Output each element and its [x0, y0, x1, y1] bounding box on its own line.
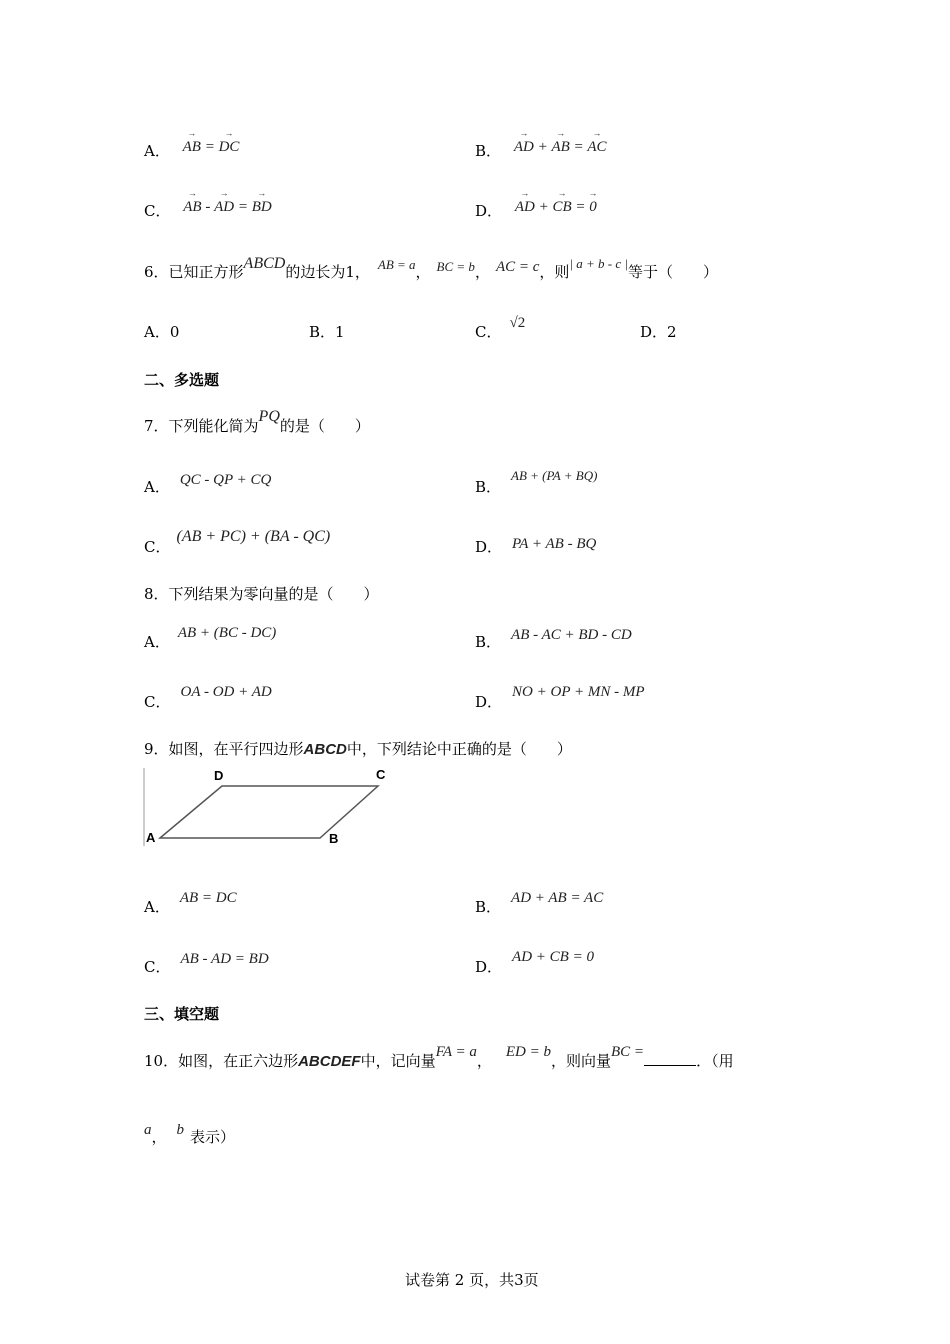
q5-c-expression: → AB - → AD = → BD: [183, 199, 271, 215]
parallelogram-name: ABCD: [303, 741, 347, 758]
q5-b-expression: → AD + → AB = → AC: [514, 139, 607, 155]
vertex-c-label: C: [376, 767, 386, 782]
q6-eq-bc: BC = b: [436, 259, 475, 274]
q5-option-d[interactable]: D． → AD + → CB = → 0: [475, 200, 589, 221]
q5-option-c[interactable]: C． → AB - → AD = → BD: [144, 200, 264, 221]
q6-stem: 6．已知正方形ABCD的边长为1， AB = a， BC = b， AC = c，则| a + b - c |等于（ ）: [144, 255, 718, 281]
q9-stem: 9．如图，在平行四边形ABCD中，下列结论中正确的是（ ）: [144, 740, 572, 758]
q8-option-a[interactable]: A． AB + (BC - DC): [144, 625, 277, 651]
q8-option-c[interactable]: C．OA - OD + AD: [144, 684, 272, 711]
q6-option-a[interactable]: A．0: [144, 323, 180, 341]
q5-option-b[interactable]: B． → AD + → AB = → AC: [475, 140, 599, 161]
q5-a-expression: → AB = → DC: [183, 139, 240, 155]
q10-eq-ed: ED = b: [505, 1044, 551, 1060]
q6-option-d[interactable]: D．2: [640, 323, 677, 341]
vertex-a-label: A: [146, 830, 156, 845]
q10-stem-continued: a， b 表示）: [144, 1122, 236, 1146]
vertex-d-label: D: [214, 768, 224, 783]
q9-option-a[interactable]: A． AB = DC: [144, 890, 237, 916]
q7-option-b[interactable]: B．AB + (PA + BQ): [475, 468, 598, 496]
q6-option-b[interactable]: B．1: [309, 323, 345, 341]
parallelogram-shape: [160, 786, 378, 838]
hexagon-name: ABCDEF: [298, 1053, 361, 1070]
q7-option-c[interactable]: C．(AB + PC) + (BA - QC): [144, 528, 331, 556]
q6-eq-ab: AB = a: [377, 257, 416, 272]
q8-option-b[interactable]: B． AB - AC + BD - CD: [475, 627, 632, 651]
q5-option-a[interactable]: A． → AB = → DC: [144, 140, 231, 161]
q7-option-a[interactable]: A． QC - QP + CQ: [144, 472, 272, 496]
q6-abs-expr: | a + b - c |: [569, 256, 628, 271]
square-name: ABCD: [243, 255, 286, 272]
q9-option-d[interactable]: D．AD + CB = 0: [475, 949, 594, 976]
q7-option-d[interactable]: D． PA + AB - BQ: [475, 536, 597, 556]
page-footer: 试卷第 2 页，共3页: [405, 1271, 539, 1289]
q7-target-vector: PQ: [258, 408, 280, 425]
q9-option-c[interactable]: C． AB - AD = BD: [144, 951, 269, 976]
vertex-b-label: B: [329, 831, 339, 846]
q5-d-expression: → AD + → CB = → 0: [515, 199, 597, 215]
q7-stem: 7．下列能化简为PQ的是（ ）: [144, 408, 370, 435]
q8-option-d[interactable]: D．NO + OP + MN - MP: [475, 684, 645, 711]
q10-stem: 10．如图，在正六边形ABCDEF中，记向量FA = a， ED = b，则向量BC = ．（用: [144, 1044, 734, 1070]
section-fill-blank-heading: 三、填空题: [144, 1005, 220, 1023]
answer-blank[interactable]: [644, 1051, 696, 1066]
q10-eq-fa: FA = a: [435, 1044, 477, 1060]
q8-stem: 8．下列结果为零向量的是（ ）: [144, 585, 379, 603]
q6-option-c[interactable]: C． √2: [475, 315, 526, 341]
parallelogram-figure: [142, 766, 392, 850]
q9-option-b[interactable]: B． AD + AB = AC: [475, 890, 604, 916]
q10-eq-bc: BC =: [611, 1044, 645, 1060]
section-multi-choice-heading: 二、多选题: [144, 371, 220, 389]
q6-eq-ac: AC = c: [495, 259, 540, 275]
